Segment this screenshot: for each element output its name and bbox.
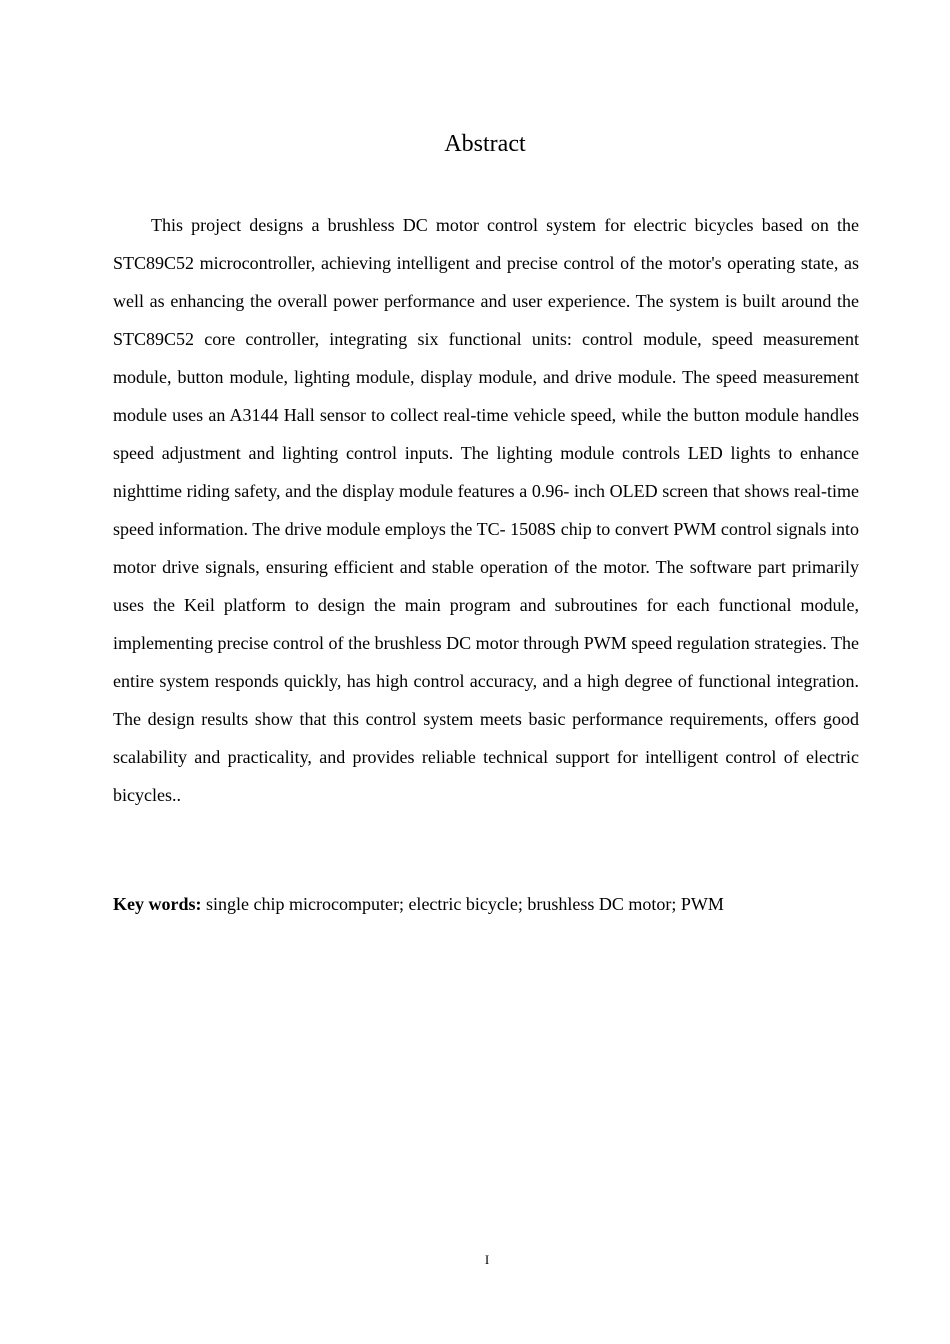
- keywords-text: single chip microcomputer; electric bicycle; brushless DC motor; PWM: [206, 894, 724, 914]
- page-title: Abstract: [444, 131, 526, 157]
- abstract-body: This project designs a brushless DC motor control system for electric bicycles based on the STC89C52 microcontroller, achieving intelligent and precise control of the motor's operating state, as well as enhancing the overall power performance and user experience. The system is built around the STC89C52 core controller, integrating six functional units: control module, speed measurement module, button module, lighting module, display module, and drive module. The speed measurement module uses an A3144 Hall sensor to collect real-time vehicle speed, while the button module handles speed adjustment and lighting control inputs. The lighting module controls LED lights to enhance nighttime riding safety, and the display module features a 0.96- inch OLED screen that shows real-time speed information. The drive module employs the TC- 1508S chip to convert PWM control signals into motor drive signals, ensuring efficient and stable operation of the motor. The software part primarily uses the Keil platform to design the main program and subroutines for each functional module, implementing precise control of the brushless DC motor through PWM speed regulation strategies. The entire system responds quickly, has high control accuracy, and a high degree of functional integration. The design results show that this control system meets basic performance requirements, offers good scalability and practicality, and provides reliable technical support for intelligent control of electric bicycles..: [113, 215, 859, 805]
- keywords-label: Key words:: [113, 894, 202, 914]
- page-number: I: [484, 1252, 490, 1267]
- keywords-line: [113, 888, 859, 920]
